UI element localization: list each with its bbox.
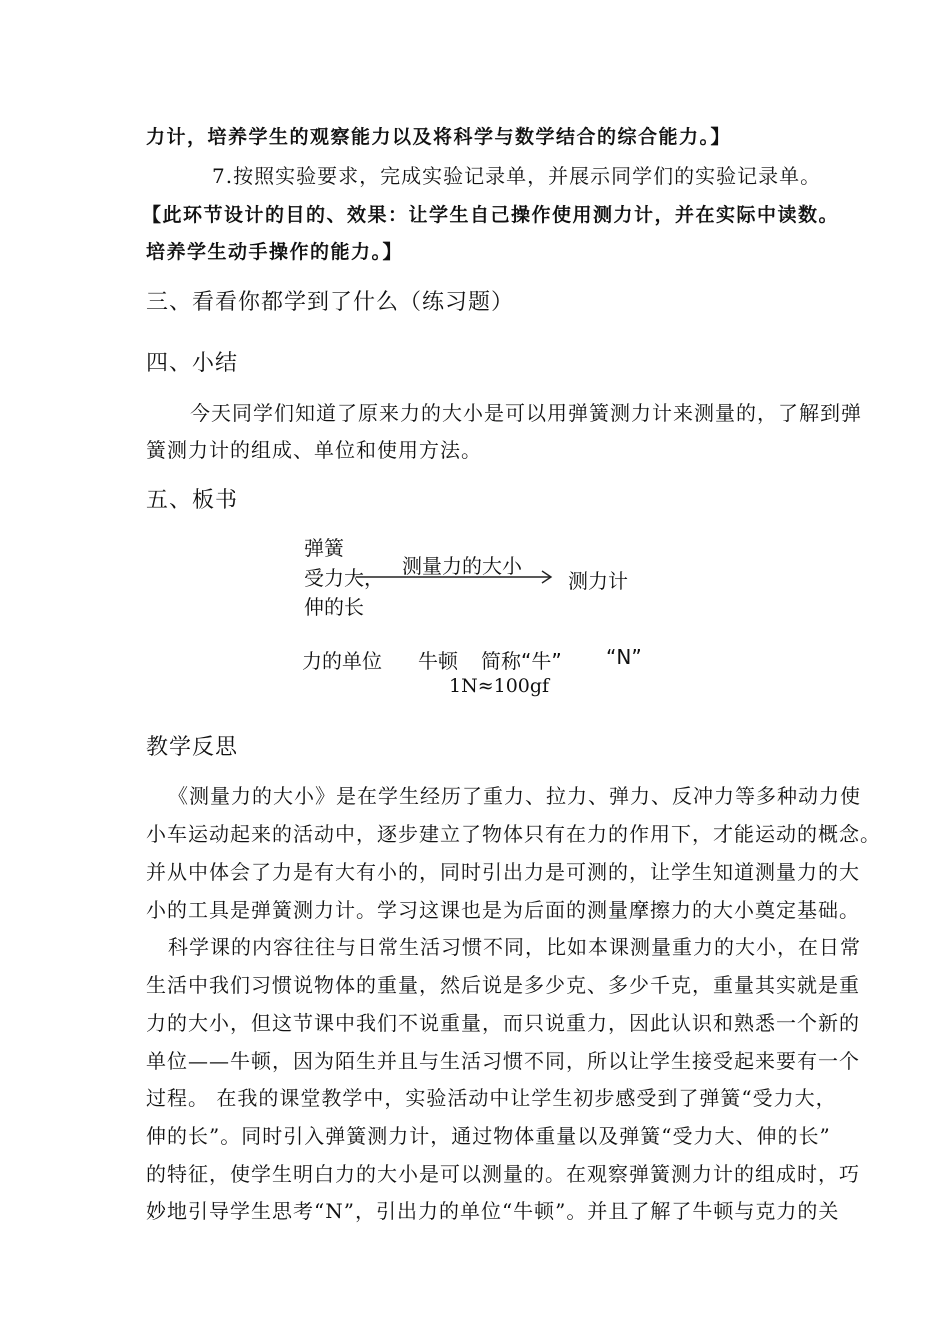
section-4-heading: 四、小结 <box>146 351 239 376</box>
board-left-3: 伸的长 <box>304 595 364 619</box>
reflection-line: 小的工具是弹簧测力计。学习这课也是为后面的测量摩擦力的大小奠定基础。 <box>146 898 860 922</box>
reflection-heading: 教学反思 <box>146 735 239 760</box>
summary-line-1: 今天同学们知道了原来力的大小是可以用弹簧测力计来测量的，了解到弹 <box>190 401 862 425</box>
step-7: 7.按照实验要求，完成实验记录单，并展示同学们的实验记录单。 <box>212 164 822 188</box>
board-arrow-label: 测量力的大小 <box>402 554 522 578</box>
reflection-line: 科学课的内容往往与日常生活习惯不同，比如本课测量重力的大小，在日常 <box>168 935 861 959</box>
board-left-2: 受力大， <box>304 566 384 590</box>
design-note-line-1: 【此环节设计的目的、效果：让学生自己操作使用测力计，并在实际中读数。 <box>142 204 840 226</box>
reflection-line: 并从中体会了力是有大有小的，同时引出力是可测的，让学生知道测量力的大 <box>146 860 860 884</box>
board-left-1: 弹簧 <box>304 536 344 560</box>
reflection-line: 小车运动起来的活动中，逐步建立了物体只有在力的作用下，才能运动的概念。 <box>146 822 881 846</box>
board-short-name: 简称“牛” <box>481 649 562 673</box>
section-5-heading: 五、板书 <box>146 488 239 513</box>
reflection-line: 伸的长”。同时引入弹簧测力计，通过物体重量以及弹簧“受力大、伸的长” <box>146 1124 831 1148</box>
board-arrow <box>354 568 554 584</box>
reflection-line: 妙地引导学生思考“N”，引出力的单位“牛顿”。并且了解了牛顿与克力的关 <box>146 1199 840 1223</box>
board-unit-label: 力的单位 <box>302 649 382 673</box>
reflection-line: 《测量力的大小》是在学生经历了重力、拉力、弹力、反冲力等多种动力使 <box>168 784 861 808</box>
goal-6-tail: 力计，培养学生的观察能力以及将科学与数学结合的综合能力。】 <box>146 126 732 148</box>
section-3-heading: 三、看看你都学到了什么（练习题） <box>146 290 515 315</box>
reflection-line: 生活中我们习惯说物体的重量，然后说是多少克、多少千克，重量其实就是重 <box>146 973 860 997</box>
summary-line-2: 簧测力计的组成、单位和使用方法。 <box>146 438 482 462</box>
reflection-line: 力的大小，但这节课中我们不说重量，而只说重力，因此认识和熟悉一个新的 <box>146 1011 860 1035</box>
reflection-line: 的特征，使学生明白力的大小是可以测量的。在观察弹簧测力计的组成时，巧 <box>146 1162 860 1186</box>
board-conversion: 1N≈100gf <box>449 675 550 697</box>
board-symbol: “N” <box>606 645 642 669</box>
reflection-line: 单位——牛顿，因为陌生并且与生活习惯不同，所以让学生接受起来要有一个 <box>146 1049 860 1073</box>
board-unit-name: 牛顿 <box>418 649 458 673</box>
design-note-line-2: 培养学生动手操作的能力。】 <box>146 241 404 263</box>
reflection-line: 过程。 在我的课堂教学中，实验活动中让学生初步感受到了弹簧“受力大， <box>146 1086 837 1110</box>
board-right: 测力计 <box>568 569 628 593</box>
